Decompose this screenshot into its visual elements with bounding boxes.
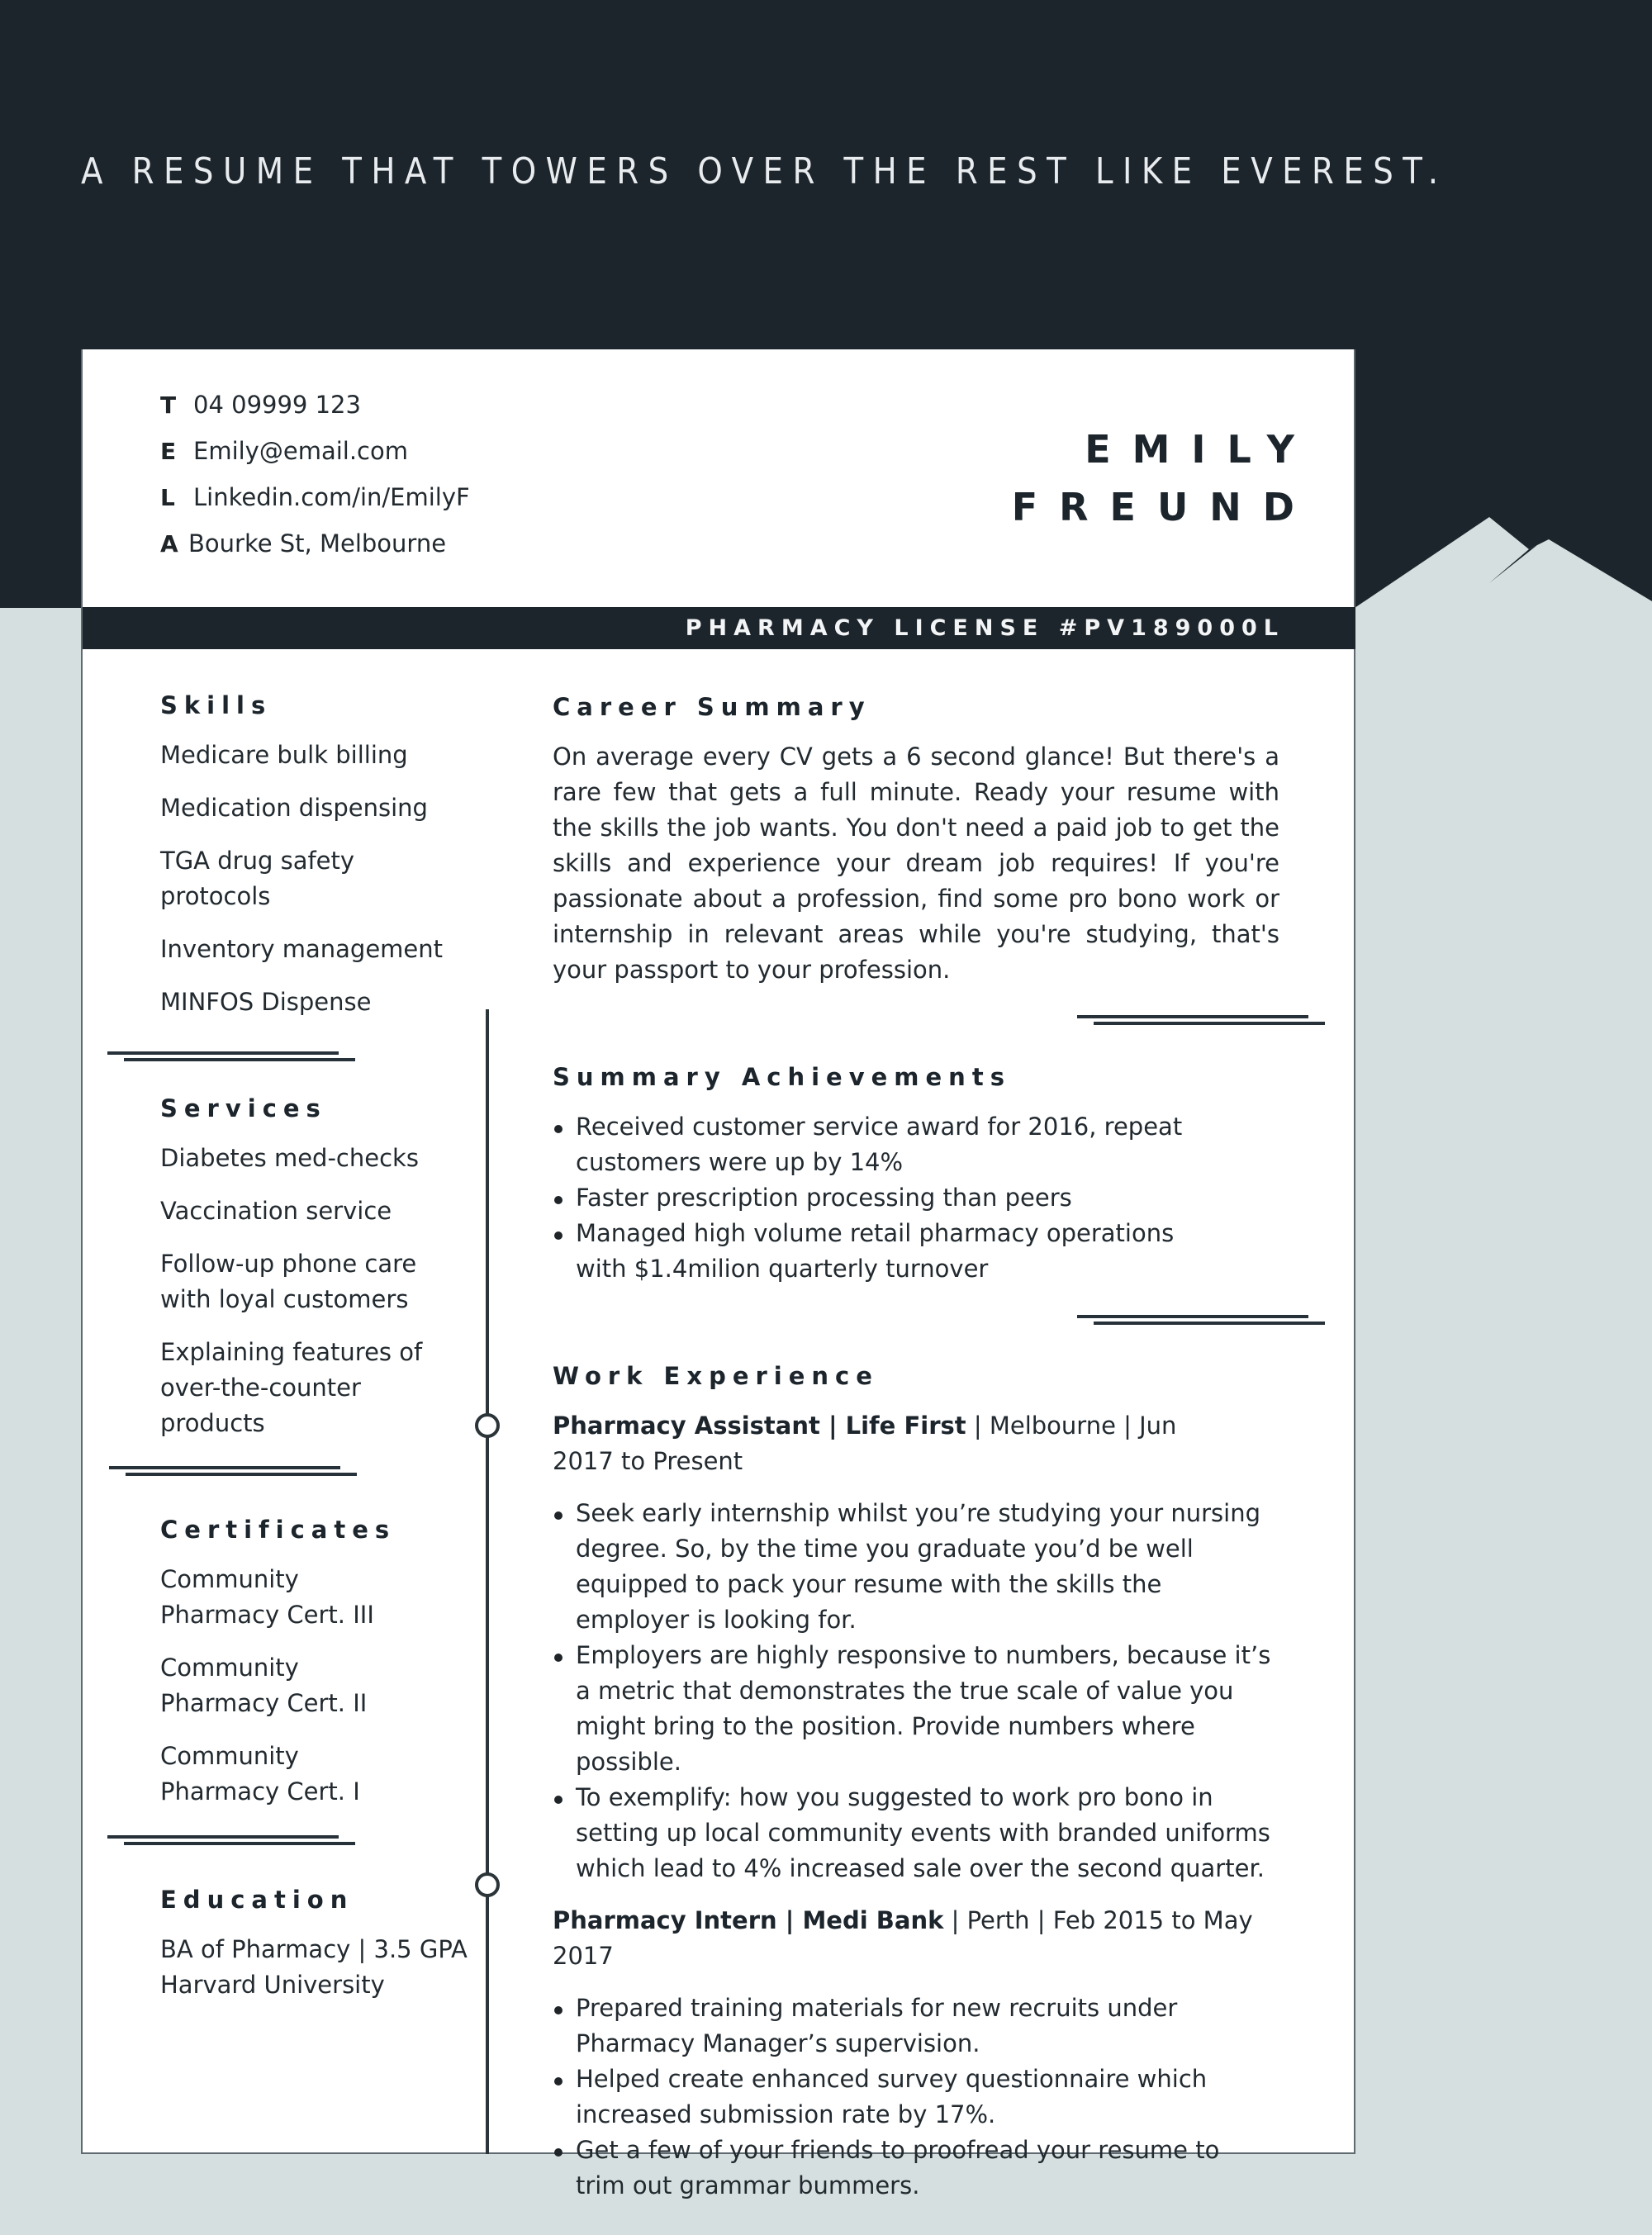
service-item: Diabetes med-checks bbox=[160, 1144, 419, 1172]
job-bullet: Prepared training materials for new recruits under Pharmacy Manager’s supervision. bbox=[553, 1991, 1238, 2062]
education-title: Education bbox=[160, 1886, 354, 1914]
section-divider bbox=[107, 1051, 355, 1068]
achievement-item: Managed high volume retail pharmacy operations with $1.4milion quarterly turnover bbox=[553, 1216, 1197, 1287]
job-bullet: Seek early internship whilst you’re studying your nursing degree. So, by the time you graduate you’d be well equipped to pack your resume with the skills the employer is looking for. bbox=[553, 1496, 1279, 1638]
resume-card bbox=[81, 349, 1355, 2199]
job-bullet: Employers are highly responsive to numbers, because it’s a metric that demonstrates the true scale of value you might bring to the position. Provide numbers where possible. bbox=[553, 1638, 1279, 1780]
timeline-line bbox=[486, 1009, 489, 2154]
contact-email bbox=[160, 437, 470, 483]
section-divider bbox=[107, 1835, 355, 1852]
phone-value: 04 09999 123 bbox=[193, 391, 361, 419]
achievements-list bbox=[553, 1109, 1197, 1287]
skill-item: Medication dispensing bbox=[160, 794, 428, 822]
achievements-title: Summary Achievements bbox=[553, 1063, 1011, 1091]
license-number: PHARMACY LICENSE #PV189000L bbox=[685, 615, 1284, 641]
address-label: A bbox=[160, 530, 178, 558]
candidate-name bbox=[1011, 420, 1316, 536]
section-divider bbox=[1077, 1015, 1325, 1032]
job-bullet: To exemplify: how you suggested to work pro bono in setting up local community events with branded uniforms which lead to 4% increased sale over the second quarter. bbox=[553, 1780, 1279, 1886]
first-name: EMILY bbox=[1085, 427, 1316, 472]
career-summary-text: On average every CV gets a 6 second glance! But there's a rare few that gets a full minute. Ready your resume with the skills the job wants. You don't need a paid job to get the skills and experience your dream job requires! If you're passionate about a profession, find some pro bono work or internship in relevant areas while you're studying, that's your passport to your profession. bbox=[553, 743, 1279, 984]
achievements-section bbox=[553, 1063, 1279, 1287]
job-heading bbox=[553, 1408, 1230, 1479]
job-details: | Perth | Feb 2015 to May 2017 bbox=[553, 1906, 1253, 1970]
services-section bbox=[160, 1094, 474, 1459]
skills-title: Skills bbox=[160, 691, 273, 719]
job-bullet: Helped create enhanced survey questionnaire which increased submission rate by 17%. bbox=[553, 2062, 1238, 2133]
linkedin-label: L bbox=[160, 484, 175, 511]
license-bar bbox=[83, 607, 1355, 649]
skill-item: Medicare bulk billing bbox=[160, 741, 408, 769]
service-item: Vaccination service bbox=[160, 1197, 392, 1225]
skill-item: TGA drug safety protocols bbox=[160, 847, 355, 910]
section-divider bbox=[109, 1466, 357, 1483]
service-item: Follow-up phone care with loyal customers bbox=[160, 1250, 417, 1313]
phone-label: T bbox=[160, 391, 177, 419]
service-item: Explaining features of over-the-counter products bbox=[160, 1338, 423, 1437]
email-label: E bbox=[160, 438, 177, 465]
certificates-title: Certificates bbox=[160, 1516, 396, 1544]
certificate-item: Community Pharmacy Cert. I bbox=[160, 1742, 360, 1806]
job-role-company: Pharmacy Intern | Medi Bank bbox=[553, 1906, 944, 1934]
education-section bbox=[160, 1886, 474, 2020]
certificates-section bbox=[160, 1516, 474, 1827]
timeline-node-icon bbox=[475, 1872, 500, 1897]
section-divider bbox=[1077, 1315, 1325, 1331]
certificate-item: Community Pharmacy Cert. II bbox=[160, 1654, 368, 1717]
contact-address bbox=[160, 529, 470, 576]
email-value: Emily@email.com bbox=[193, 437, 408, 465]
linkedin-value: Linkedin.com/in/EmilyF bbox=[193, 483, 470, 511]
services-title: Services bbox=[160, 1094, 327, 1122]
achievement-item: Faster prescription processing than peers bbox=[553, 1180, 1197, 1216]
timeline-node-icon bbox=[475, 1413, 500, 1438]
contact-block bbox=[160, 391, 470, 576]
tagline: A RESUME THAT TOWERS OVER THE REST LIKE EVEREST. bbox=[81, 150, 1448, 192]
skill-item: MINFOS Dispense bbox=[160, 988, 372, 1016]
job-bullet: Get a few of your friends to proofread your resume to trim out grammar bummers. bbox=[553, 2133, 1238, 2204]
work-experience-section bbox=[553, 1362, 1279, 2204]
work-experience-title: Work Experience bbox=[553, 1362, 879, 1390]
job-details: | Melbourne | Jun 2017 to Present bbox=[553, 1412, 1177, 1475]
job-bullets bbox=[553, 1991, 1238, 2204]
skills-section bbox=[160, 691, 474, 1037]
job-role-company: Pharmacy Assistant | Life First bbox=[553, 1412, 966, 1440]
career-summary-section bbox=[553, 693, 1279, 988]
job-heading bbox=[553, 1903, 1279, 1974]
education-degree: BA of Pharmacy | 3.5 GPA bbox=[160, 1935, 468, 1963]
education-school: Harvard University bbox=[160, 1971, 385, 1999]
achievement-item: Received customer service award for 2016, repeat customers were up by 14% bbox=[553, 1109, 1197, 1180]
skill-item: Inventory management bbox=[160, 935, 443, 963]
certificate-item: Community Pharmacy Cert. III bbox=[160, 1565, 374, 1629]
job-bullets bbox=[553, 1496, 1279, 1886]
career-summary-title: Career Summary bbox=[553, 693, 871, 721]
address-value: Bourke St, Melbourne bbox=[188, 529, 447, 558]
last-name: FREUND bbox=[1011, 485, 1316, 529]
contact-linkedin bbox=[160, 483, 470, 529]
contact-phone bbox=[160, 391, 470, 437]
